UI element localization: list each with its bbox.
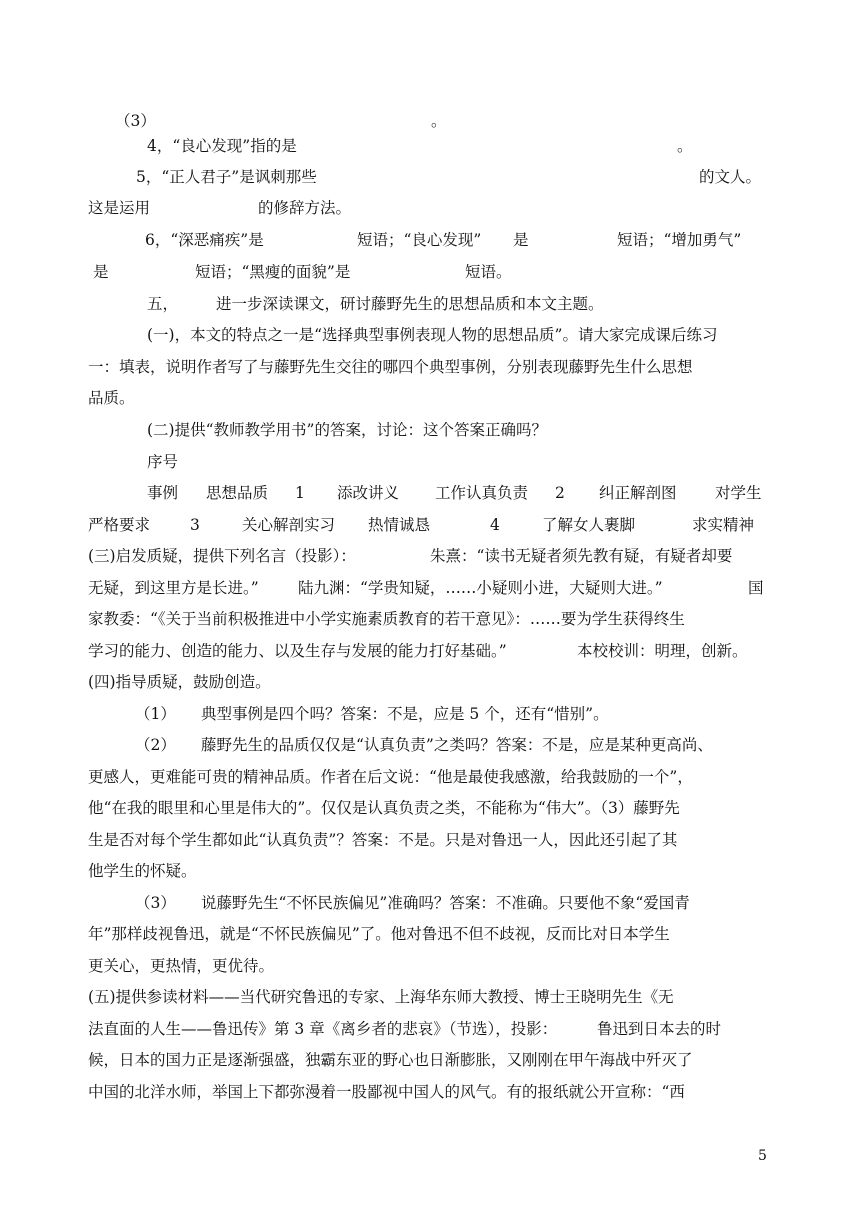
text-line-14-seg-6: 了解女人裹脚 [542, 516, 636, 534]
text-line-22-seg-1: 更感人，更难能可贵的精神品质。作者在后文说：“他是最使我感激，给我鼓励的一个”， [88, 768, 693, 786]
text-line-13-seg-2: 思想品质 [206, 484, 269, 502]
text-line-3-seg-1: 5，“正人君子”是讽刺那些 [136, 168, 317, 186]
text-line-16-seg-1: 无疑，到这里方是长进。” [88, 579, 259, 597]
text-line-25-seg-1: 他学生的怀疑。 [88, 862, 197, 880]
text-line-14-seg-7: 求实精神 [692, 516, 755, 534]
text-line-13-seg-3: 1 [295, 484, 305, 502]
text-line-30-seg-1: 法直面的人生——鲁迅传》第 3 章《离乡者的悲哀》（节选），投影： [88, 1020, 558, 1038]
text-line-7-seg-1: 五， [147, 295, 179, 313]
text-line-13-seg-7: 纠正解剖图 [599, 484, 677, 502]
text-line-11-seg-1: (二)提供“教师教学用书”的答案，讨论：这个答案正确吗？ [147, 421, 547, 439]
text-line-5-seg-1: 6，“深恶痛疾”是 [145, 231, 264, 249]
text-line-13-seg-6: 2 [555, 484, 565, 502]
text-line-30-seg-2: 鲁迅到日本去的时 [597, 1020, 722, 1038]
text-line-6-seg-1: 是 [93, 263, 109, 281]
text-line-29-seg-1: (五)提供参读材料——当代研究鲁迅的专家、上海华东师大教授、博士王晓明先生《无 [88, 988, 674, 1006]
text-line-4-seg-2: 的修辞方法。 [258, 199, 352, 217]
text-line-21-seg-2: 藤野先生的品质仅仅是“认真负责”之类吗？答案：不是，应是某种更高尚、 [201, 736, 713, 754]
text-line-13-seg-8: 对学生 [715, 484, 762, 502]
text-line-26-seg-2: 说藤野先生“不怀民族偏见”准确吗？答案：不准确。只要他不象“爱国青 [201, 894, 690, 912]
text-line-31-seg-1: 候，日本的国力正是逐渐强盛，独霸东亚的野心也日渐膨胀，又刚刚在甲午海战中歼灭了 [88, 1051, 693, 1069]
text-line-15-seg-2: 朱熹：“读书无疑者须先教有疑，有疑者却要 [430, 547, 733, 565]
text-line-2-seg-1: 4，“良心发现”指的是 [147, 137, 297, 155]
text-line-21-seg-1: （2） [135, 736, 176, 754]
text-line-9-seg-1: 一：填表，说明作者写了与藤野先生交往的哪四个典型事例，分别表现藤野先生什么思想 [88, 358, 693, 376]
text-line-14-seg-2: 3 [190, 516, 200, 534]
text-line-6-seg-2: 短语；“黑瘦的面貌”是 [195, 263, 351, 281]
text-line-16-seg-2: 陆九渊：“学贵知疑，……小疑则小进，大疑则大进。” [298, 579, 663, 597]
page-number: 5 [758, 1148, 767, 1164]
text-line-5-seg-4: 短语；“增加勇气” [617, 231, 742, 249]
text-line-1-seg-2: 。 [431, 112, 447, 130]
text-line-5-seg-2: 短语；“良心发现” [357, 231, 482, 249]
text-line-12-seg-1: 序号 [147, 453, 179, 471]
text-line-32-seg-1: 中国的北洋水师，举国上下都弥漫着一股鄙视中国人的风气。有的报纸就公开宣称：“西 [88, 1083, 685, 1101]
text-line-14-seg-1: 严格要求 [88, 516, 151, 534]
text-line-26-seg-1: （3） [135, 894, 176, 912]
text-line-15-seg-1: (三)启发质疑，提供下列名言（投影）： [88, 547, 356, 565]
text-line-18-seg-1: 学习的能力、创造的能力、以及生存与发展的能力打好基础。” [88, 642, 507, 660]
text-line-19-seg-1: (四)指导质疑，鼓励创造。 [88, 673, 271, 691]
text-line-20-seg-2: 典型事例是四个吗？答案：不是，应是 5 个，还有“惜别”。 [201, 705, 609, 723]
text-line-13-seg-1: 事例 [147, 484, 179, 502]
text-line-10-seg-1: 品质。 [88, 389, 135, 407]
text-line-2-seg-2: 。 [677, 137, 693, 155]
text-line-6-seg-3: 短语。 [465, 263, 512, 281]
text-line-17-seg-1: 家教委：“《关于当前积极推进中小学实施素质教育的若干意见》：……要为学生获得终生 [88, 610, 685, 628]
text-line-20-seg-1: （1） [135, 705, 176, 723]
text-line-14-seg-4: 热情诚恳 [368, 516, 431, 534]
text-line-16-seg-3: 国 [748, 579, 764, 597]
text-line-28-seg-1: 更关心，更热情，更优待。 [88, 957, 275, 975]
text-line-1-seg-1: （3） [115, 112, 156, 130]
text-line-3-seg-2: 的文人。 [699, 168, 762, 186]
text-line-18-seg-2: 本校校训：明理，创新。 [577, 642, 748, 660]
text-line-7-seg-2: 进一步深读课文，研讨藤野先生的思想品质和本文主题。 [216, 295, 604, 313]
text-line-27-seg-1: 年”那样歧视鲁迅，就是“不怀民族偏见”了。他对鲁迅不但不歧视，反而比对日本学生 [88, 925, 670, 943]
text-line-24-seg-1: 生是否对每个学生都如此“认真负责”？答案：不是。只是对鲁迅一人，因此还引起了其 [88, 831, 678, 849]
text-line-4-seg-1: 这是运用 [88, 199, 151, 217]
text-line-5-seg-3: 是 [513, 231, 529, 249]
text-line-13-seg-5: 工作认真负责 [435, 484, 529, 502]
text-line-14-seg-3: 关心解剖实习 [242, 516, 336, 534]
text-line-14-seg-5: 4 [490, 516, 500, 534]
text-line-23-seg-1: 他“在我的眼里和心里是伟大的”。仅仅是认真负责之类，不能称为“伟大”。（3）藤野先 [88, 799, 680, 817]
text-line-13-seg-4: 添改讲义 [337, 484, 400, 502]
text-line-8-seg-1: (一)，本文的特点之一是“选择典型事例表现人物的思想品质”。请大家完成课后练习 [147, 326, 718, 344]
